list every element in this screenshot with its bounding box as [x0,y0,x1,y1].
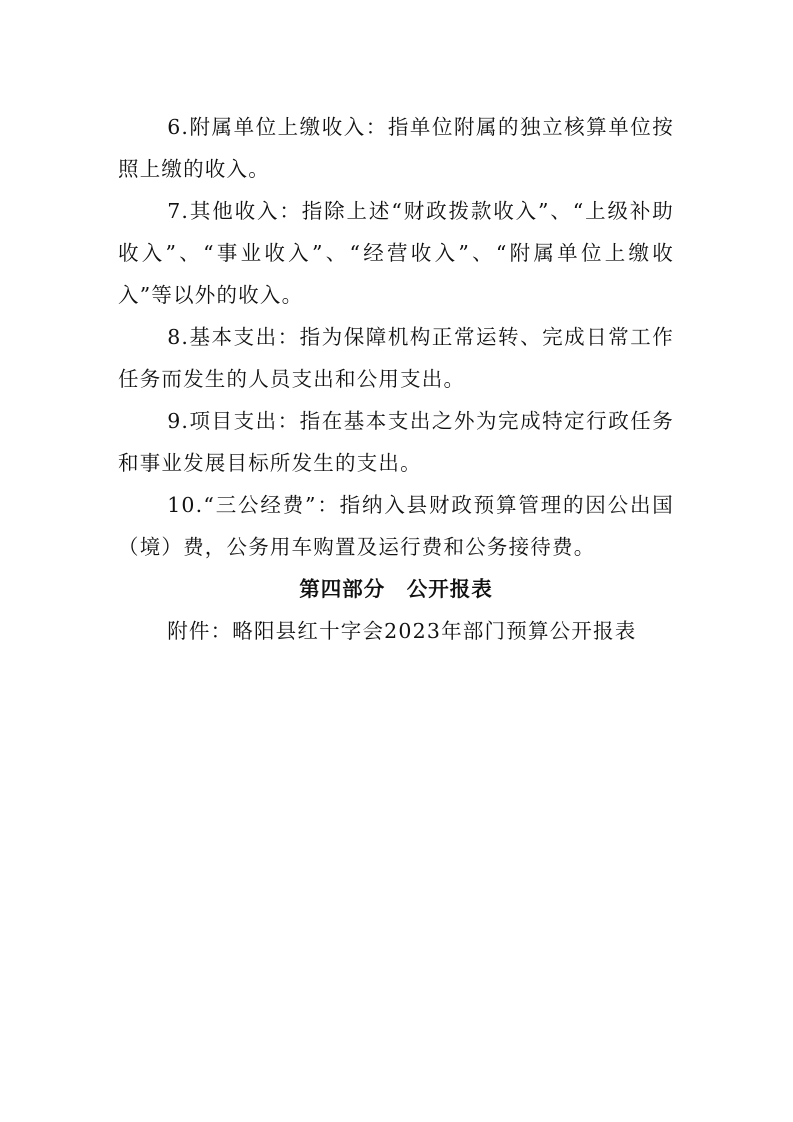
paragraph-10-three-public-expenses: 10.“三公经费”：指纳入县财政预算管理的因公出国（境）费，公务用车购置及运行费和公务接待费。 [118,493,674,559]
paragraph-6-affiliated-income: 6.附属单位上缴收入：指单位附属的独立核算单位按照上缴的收入。 [118,115,674,181]
paragraph-9-project-expenditure: 9.项目支出：指在基本支出之外为完成特定行政任务和事业发展目标所发生的支出。 [118,409,674,475]
page-content [118,106,674,652]
paragraph-7-other-income: 7.其他收入：指除上述“财政拨款收入”、“上级补助收入”、“事业收入”、“经营收入”、“附属单位上缴收入”等以外的收入。 [118,199,674,307]
paragraph-8-basic-expenditure: 8.基本支出：指为保障机构正常运转、完成日常工作任务而发生的人员支出和公用支出。 [118,325,674,391]
section-title: 第四部分 公开报表 [299,577,493,601]
attachment-line: 附件：略阳县红十字会2023年部门预算公开报表 [167,619,637,643]
